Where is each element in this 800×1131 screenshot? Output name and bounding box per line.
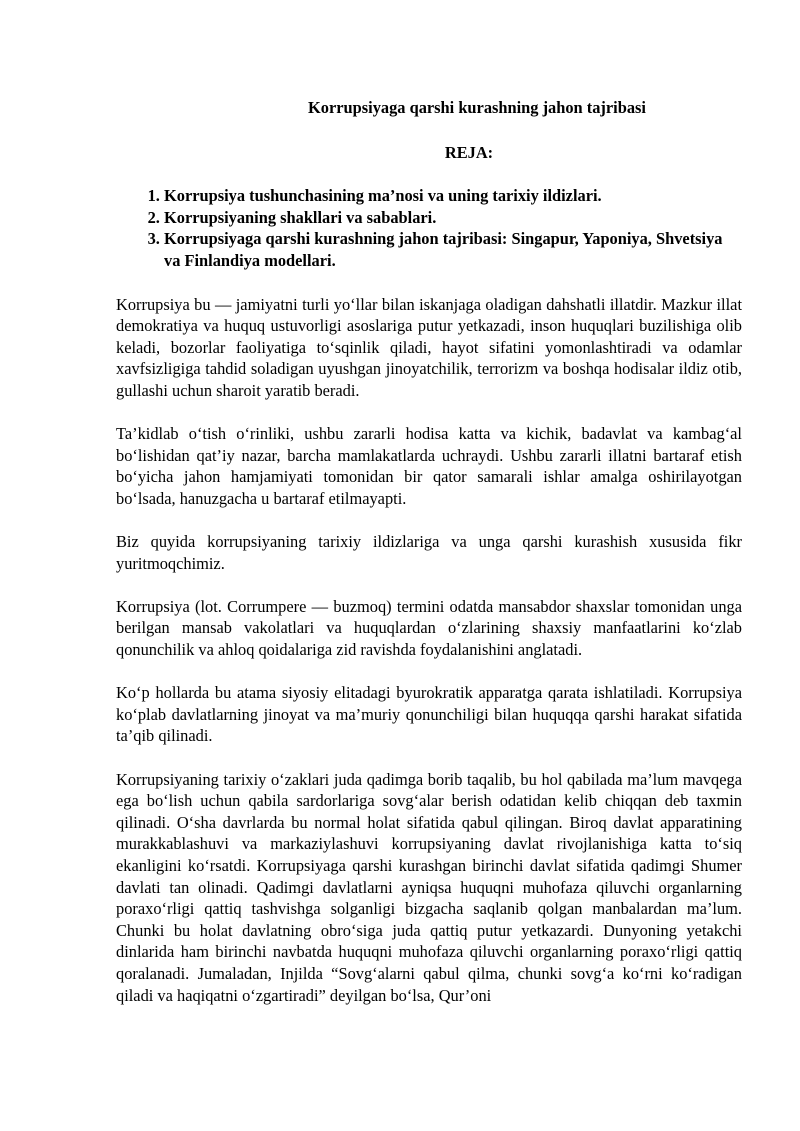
plan-list [116, 185, 742, 271]
paragraph: Korrupsiya (lot. Corrumpere — buzmoq) termini odatda mansabdor shaxslar tomonidan unga berilgan mansab vakolatlari va huquqlardan o‘zlarining shaxsiy manfaatlarini ko‘zlab qonunchilik va ahloq qoidalariga zid ravishda foydalanishini anglatadi. [116, 596, 742, 660]
paragraph: Biz quyida korrupsiyaning tarixiy ildizlariga va unga qarshi kurashish xususida fikr yuritmoqchimiz. [116, 532, 742, 573]
paragraph: Ko‘p hollarda bu atama siyosiy elitadagi byurokratik apparatga qarata ishlatiladi. Korrupsiya ko‘plab davlatlarning jinoyat va ma’muriy qonunchiligi bilan huquqqa qarshi harakat sifatida ta’qib qilinadi. [116, 683, 742, 746]
plan-heading: REJA: [444, 142, 494, 162]
plan-item: 1. Korrupsiya tushunchasining ma’nosi va uning tarixiy ildizlari. [164, 185, 742, 207]
plan-item: 2. Korrupsiyaning shakllari va sabablari. [164, 207, 742, 229]
document-page [116, 97, 742, 1006]
paragraph: Korrupsiyaning tarixiy o‘zaklari juda qadimga borib taqalib, bu hol qabilada ma’lum mavqega ega bo‘lish uchun qabila sardorlariga sovg‘alar berish odatidan kelib chiqqan deb taxmin qilinadi. O‘sha davrlarda bu normal holat sifatida qabul qilingan. Biroq davlat apparatining murakkablashuvi va markaziylashuvi korrupsiyaning davlat rivojlanishiga katta to‘siq ekanligini ko‘rsatdi. Korrupsiyaga qarshi kurashgan birinchi davlat sifatida qadimgi Shumer davlati tan olinadi. Qadimgi davlatlarni ayniqsa huquqni muhofaza qiluvchi organlarning poraxo‘rligi qattiq tashvishga solganligi bizgacha saqlanib qolgan manbalardan ma’lum. Chunki bu holat davlatning obro‘siga juda qattiq putur yetkazardi. Dunyoning yetakchi dinlarida ham birinchi navbatda huquqni muhofaza qiluvchi organlarning poraxo‘rligi qattiq qoralanadi. Jumaladan, Injilda “Sovg‘alarni qabul qilma, chunki sovg‘a ko‘rni ko‘radigan qiladi va haqiqatni o‘zgartiradi” deyilgan bo‘lsa, Qur’oni [116, 769, 742, 1005]
paragraph: Ta’kidlab o‘tish o‘rinliki, ushbu zararli hodisa katta va kichik, badavlat va kambag‘al bo‘lishidan qat’iy nazar, barcha mamlakatlarda uchraydi. Ushbu zararli illatni bartaraf etish bo‘yicha jahon hamjamiyati tomonidan bir qator samarali ishlar amalga oshirilayotgan bo‘lsada, hanuzgacha u bartaraf etilmayapti. [116, 424, 742, 508]
document-title: Korrupsiyaga qarshi kurashning jahon tajribasi [308, 98, 646, 117]
plan-item: 3. Korrupsiyaga qarshi kurashning jahon tajribasi: Singapur, Yaponiya, Shvetsiya va Finlandiya modellari. [164, 228, 742, 271]
paragraph: Korrupsiya bu — jamiyatni turli yo‘llar bilan iskanjaga oladigan dahshatli illatdir. Mazkur illat demokratiya va huquq ustuvorligi asoslariga putur yetkazadi, inson huquqlari buzilishiga olib keladi, bozorlar faoliyatiga to‘sqinlik qiladi, hayot sifatini yomonlashtiradi va odamlar xavfsizligiga tahdid soladigan uyushgan jinoyatchilik, terrorizm va boshqa hodisalar ildiz otib, gullashi uchun sharoit yaratib beradi. [116, 294, 742, 400]
